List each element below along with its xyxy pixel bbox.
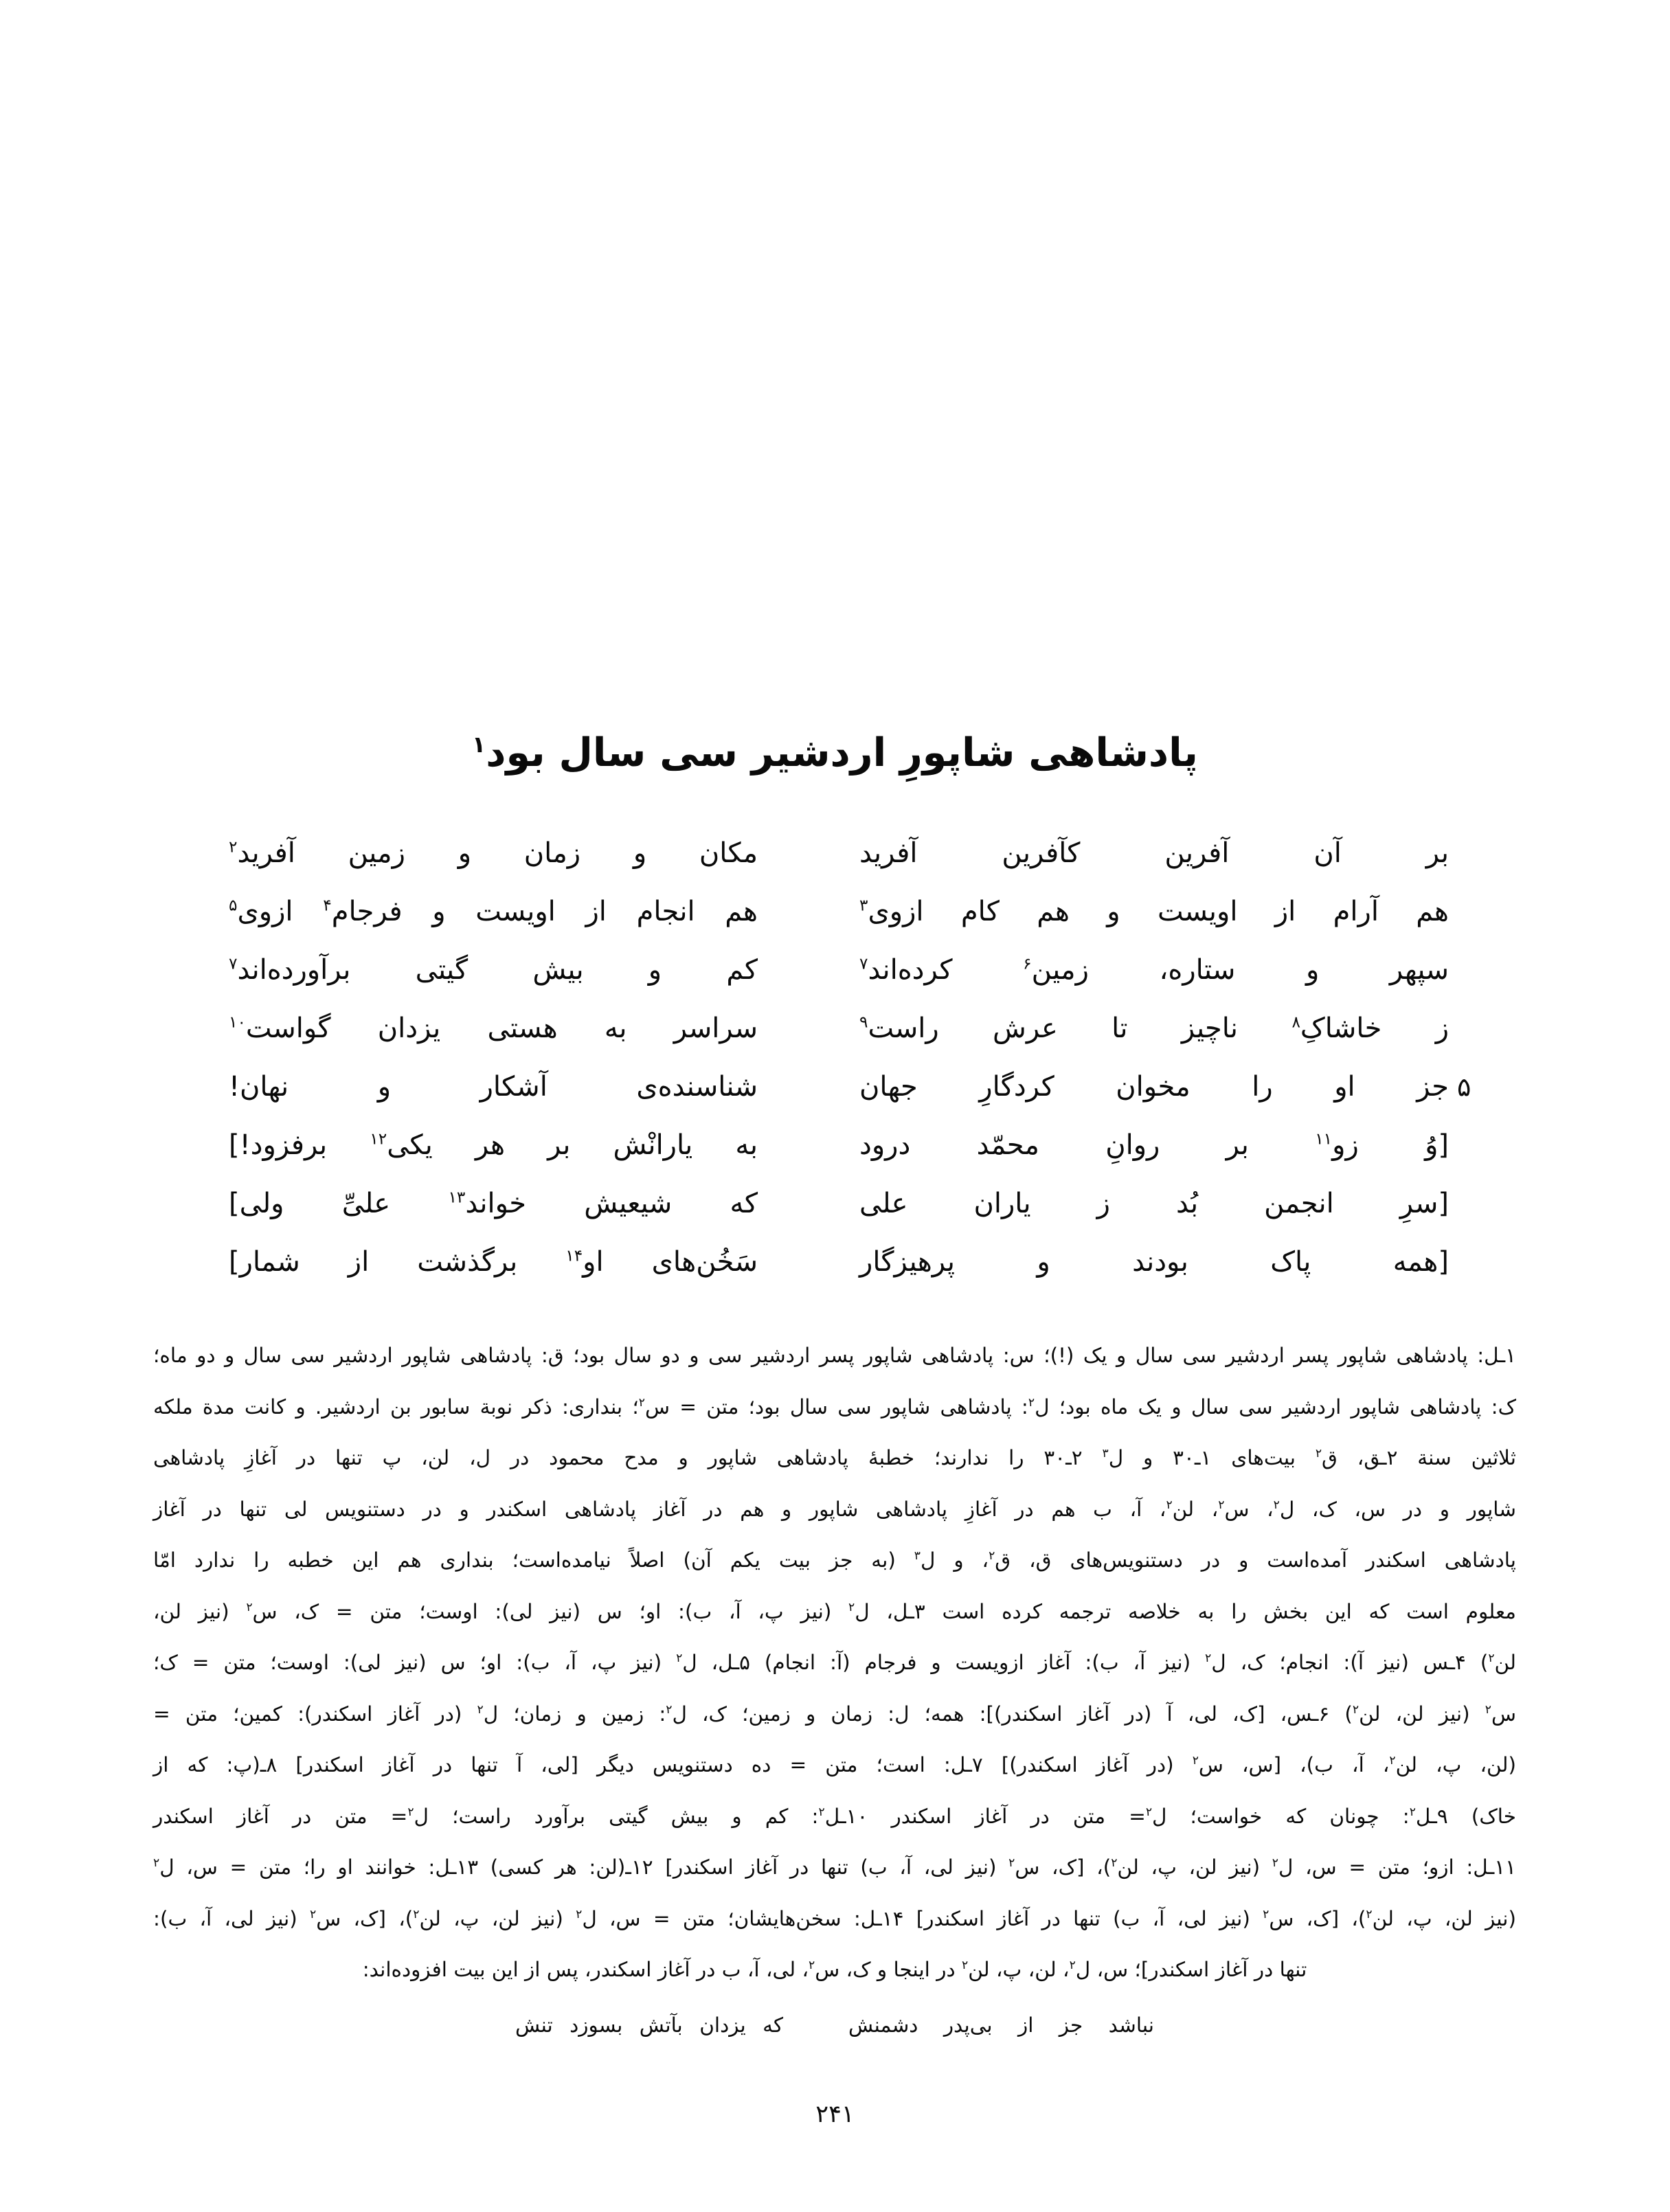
critical-apparatus xyxy=(153,1330,1516,2049)
added-hemistich-left: که یزدان بآتش بسوزد تنش xyxy=(515,2013,783,2037)
hemistich-left: شناسنده‌ی آشکار و نهان! xyxy=(229,1071,758,1103)
apparatus-line: ثلاثین سنة ۲ـق، ق$^۲$ بیت‌های ۱ـ۳۰ و ل$^۳$ ۲ـ۳۰ را ندارند؛ خطبهٔ پادشاهی شاپور و مدح محمود در ل، لن، پ تنها در آغازِ پادشاهی xyxy=(153,1446,1516,1469)
added-hemistich-right: نباشد جز از بی‌پدر دشمنش xyxy=(848,2013,1154,2037)
verse-row xyxy=(222,1116,1449,1175)
verse-row xyxy=(222,824,1449,883)
verse-row xyxy=(222,1000,1449,1058)
verse-number: ۵ xyxy=(1457,1072,1471,1102)
hemistich-right: جز او را مخوان کردگارِ جهان xyxy=(859,1071,1449,1103)
apparatus-line: لن$^۲$) ۴ـس (نیز آ): انجام؛ ک، ل$^۲$ (نیز آ، ب): آغاز ازویست و فرجام (آ: انجام) ۵ـل، ل$^۲$ (نیز پ، آ، ب): او؛ س (نیز لی): اوست؛ متن = ک؛ xyxy=(153,1651,1516,1674)
page-number: ۲۴۱ xyxy=(815,2101,855,2128)
apparatus-line: ک: پادشاهی شاپور اردشیر سی سال و یک ماه بود؛ ل$^۲$: پادشاهی شاپور سی سال بود؛ متن = س$^۲$؛ بنداری: ذکر نوبة سابور بن اردشیر. و کانت مدة ملکه xyxy=(153,1395,1516,1419)
hemistich-left: هم انجام از اویست و فرجام$^۴$ ازوی$^۵$ xyxy=(229,896,758,927)
verse-row xyxy=(222,1233,1449,1291)
hemistich-left: مکان و زمان و زمین آفرید$^۲$ xyxy=(229,837,758,869)
hemistich-left: به یارانْش بر هر یکی$^{۱۲}$ برفزود!] xyxy=(229,1129,758,1161)
hemistich-left: سراسر به هستی یزدان گواست$^{۱۰}$ xyxy=(229,1013,758,1044)
hemistich-right: ز خاشاکِ$^۸$ ناچیز تا عرش راست$^۹$ xyxy=(859,1013,1449,1044)
apparatus-line: ۱۱ـل: ازو؛ متن = س، ل$^۲$ (نیز لن، پ، لن$^۲$)، [ک، س$^۲$ (نیز لی، آ، ب) تنها در آغاز اسکندر] ۱۲ـ(لن: هر کسی) ۱۳ـل: خوانند او را؛ متن = س، ل$^۲$ xyxy=(153,1855,1516,1879)
apparatus-line: (لن، پ، لن$^۲$، آ، ب)، [س، س$^۲$ (در آغاز اسکندر)] ۷ـل: است؛ متن = ده دستنویس دیگر [لی، آ تنها در آغاز اسکندر] ۸ـ(پ: که از xyxy=(153,1753,1516,1776)
apparatus-line: شاپور و در س، ک، ل$^۲$، س$^۲$، لن$^۲$، آ، ب هم در آغازِ پادشاهی شاپور و هم در آغاز پادشاهی اسکندر و در دستنویس لی تنها در آغاز xyxy=(153,1497,1516,1521)
hemistich-right: [همه پاک بودند و پرهیزگار xyxy=(859,1246,1449,1278)
poem-block xyxy=(222,824,1471,1291)
apparatus-closing-line: تنها در آغاز اسکندر]؛ س، ل$^۲$، لن، پ، لن$^۲$ در اینجا و ک، س$^۲$، لی، آ، ب در آغاز اسکندر، پس از این بیت افزوده‌اند: xyxy=(362,1958,1307,1981)
apparatus-line: خاک) ۹ـل$^۲$: چونان که خواست؛ ل$^۲$= متن در آغاز اسکندر ۱۰ـل$^۲$: کم و بیش گیتی برآورد راست؛ ل$^۲$= متن در آغاز اسکندر xyxy=(153,1804,1516,1828)
hemistich-right: سپهر و ستاره، زمین$^۶$ کرده‌اند$^۷$ xyxy=(859,954,1449,986)
verse-row xyxy=(222,1058,1471,1116)
verse-row xyxy=(222,1175,1449,1233)
added-verse xyxy=(153,2001,1516,2049)
hemistich-right: هم آرام از اویست و هم کام ازوی$^۳$ xyxy=(859,896,1449,927)
apparatus-line: (نیز لن، پ، لن$^۲$)، [ک، س$^۲$ (نیز لی، آ، ب) تنها در آغاز اسکندر] ۱۴ـل: سخن‌هایشان؛ متن = س، ل$^۲$ (نیز لن، پ، لن$^۲$)، [ک، س$^۲$ (نیز لی، آ، ب): xyxy=(153,1906,1516,1930)
apparatus-line: س$^۲$ (نیز لن، لن$^۲$) ۶ـس، [ک، لی، آ (در آغاز اسکندر)]: همه؛ ل: زمان و زمین؛ ک، ل$^۲$: زمین و زمان؛ ل$^۲$ (در آغاز اسکندر): کمین؛ متن = xyxy=(153,1702,1516,1726)
hemistich-left: سَخُن‌های او$^{۱۴}$ برگذشت از شمار] xyxy=(229,1246,758,1278)
hemistich-right: [وُ زو$^{۱۱}$ بر روانِ محمّد درود xyxy=(859,1129,1449,1161)
apparatus-line: ۱ـل: پادشاهی شاپور پسر اردشیر سی سال و یک (!)؛ س: پادشاهی شاپور پسر اردشیر سی و دو سال بود؛ ق: پادشاهی شاپور اردشیر سی سال و دو ماه؛ xyxy=(153,1344,1516,1367)
chapter-title: پادشاهی شاپورِ اردشیر سی سال بود$^۱$ xyxy=(472,730,1198,776)
verse-row xyxy=(222,941,1449,1000)
verse-row xyxy=(222,883,1449,941)
hemistich-left: کم و بیش گیتی برآورده‌اند$^۷$ xyxy=(229,954,758,986)
apparatus-line: معلوم است که این بخش را به خلاصه ترجمه کرده است ۳ـل، ل$^۲$ (نیز پ، آ، ب): او؛ س (نیز لی): اوست؛ متن = ک، س$^۲$ (نیز لن، xyxy=(153,1599,1516,1623)
hemistich-right: [سرِ انجمن بُد ز یاران علی xyxy=(859,1188,1449,1219)
hemistich-right: بر آن آفرین کآفرین آفرید xyxy=(859,837,1449,869)
hemistich-left: که شیعیش خواند$^{۱۳}$ علیِّ ولی] xyxy=(229,1188,758,1219)
apparatus-line: پادشاهی اسکندر آمده‌است و در دستنویس‌های ق، ق$^۲$، و ل$^۳$ (به جز بیت یکم آن) اصلاً نیامده‌است؛ بنداری هم این خطبه را ندارد امّا xyxy=(153,1548,1516,1572)
